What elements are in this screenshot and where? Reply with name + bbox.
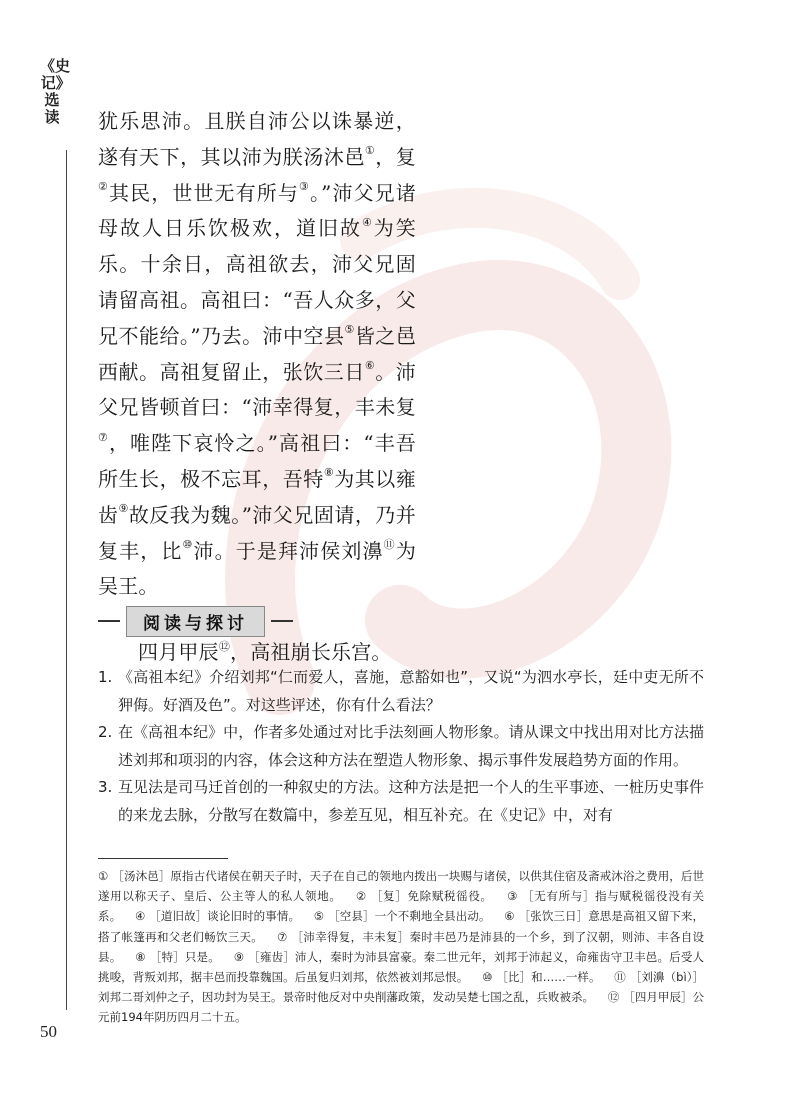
footnote-mark: ⑧ — [135, 949, 146, 964]
footnote-reference: ② — [98, 179, 109, 193]
footnote-text: ［沛幸得复，丰未复］秦时丰邑乃是沛县的一个乡，到了汉朝，则沛、丰各自设县。 — [98, 929, 705, 964]
section-heading-label: 阅读与探讨 — [126, 606, 265, 637]
footnote-mark: ① — [98, 869, 109, 883]
footnote-reference: ⑩ — [182, 537, 194, 551]
footnote-reference: ③ — [299, 179, 310, 193]
footnote-item — [314, 909, 491, 923]
footnote-item — [356, 889, 493, 903]
text-run: ，复 — [375, 144, 416, 169]
footnote-rule — [98, 858, 228, 859]
heading-left-dash — [98, 620, 120, 622]
footnote-text: ［比］和……一样。 — [496, 970, 601, 985]
text-run: 其民，世世无有所与 — [108, 180, 300, 205]
heading-right-dash — [271, 620, 293, 622]
running-title: 《史记》选读 — [40, 57, 71, 126]
footnote-text: ［四月甲辰］公元前194年阴历四月二十五。 — [98, 990, 705, 1025]
footnote-reference: ⑦ — [98, 430, 109, 444]
footnote-reference: ④ — [361, 215, 374, 229]
footnote-mark: ⑥ — [504, 909, 515, 924]
question-item — [98, 774, 704, 829]
footnote-reference: ① — [364, 144, 376, 158]
footnote-text: ［无有所与］指与赋税徭役没有关系。 — [98, 889, 705, 924]
text-run: ，唯陛下哀怜之。”高祖曰：“丰吾所生长，极不忘耳，吾特 — [98, 431, 417, 491]
footnotes — [98, 866, 704, 1028]
text-run: 犹乐思沛。且朕自沛公以诛暴逆，遂有天下，其以沛为朕汤沐邑 — [98, 109, 416, 169]
footnote-text: ［空县］一个不剩地全县出动。 — [328, 909, 491, 924]
sidebar-rule — [66, 150, 67, 1010]
footnote-mark: ⑫ — [607, 990, 620, 1005]
footnote-item — [135, 950, 220, 964]
text-run: 故反我为魏。”沛父兄固请，乃并复丰，比 — [98, 502, 416, 563]
question-number: 3. — [98, 778, 113, 796]
footnote-mark: ② — [355, 889, 367, 904]
footnote-text: ［张饮三日］意思是高祖又留下来，搭了帐篷再和父老们畅饮三天。 — [98, 909, 705, 944]
footnote-mark: ⑨ — [233, 949, 245, 964]
footnote-reference: ⑫ — [218, 639, 231, 653]
text-run: ，高祖崩长乐宫。 — [230, 640, 392, 665]
text-run: 。沛父兄皆顿首曰：“沛幸得复，丰未复 — [98, 359, 416, 420]
footnote-mark: ⑩ — [482, 970, 493, 985]
question-item — [98, 664, 704, 719]
question-list — [98, 664, 704, 829]
footnote-reference: ⑨ — [118, 502, 129, 516]
footnote-text: ［道旧故］谈论旧时的事情。 — [149, 909, 301, 924]
question-number: 2. — [98, 723, 113, 741]
footnote-text: ［复］免除赋税徭役。 — [370, 889, 493, 904]
question-number: 1. — [98, 668, 113, 686]
footnote-mark: ⑤ — [313, 909, 325, 924]
footnote-reference: ⑧ — [323, 466, 335, 480]
question-text: 互见法是司马迁首创的一种叙史的方法。这种方法是把一个人的生平事迹、一桩历史事件的来龙去脉，分散写在数篇中，参差互见，相互补充。在《史记》中，对有 — [118, 778, 704, 824]
text-run: 四月甲辰 — [138, 640, 219, 665]
footnote-mark: ④ — [134, 909, 146, 924]
footnote-text: ［雍齿］沛人，秦时为沛县富豪。秦二世元年，刘邦于沛起义，命雍齿守卫丰邑。后受人挑唆，背叛刘邦，据丰邑而投靠魏国。后虽复归刘邦，依然被刘邦忌恨。 — [98, 949, 705, 985]
text-run: 皆之邑西献。高祖复留止，张饮三日 — [98, 323, 416, 384]
footnote-item — [482, 970, 600, 984]
text-run: 为其以雍齿 — [98, 466, 416, 527]
footnote-reference: ⑥ — [364, 358, 376, 372]
main-paragraph-1 — [98, 104, 416, 605]
footnote-reference: ⑪ — [383, 537, 396, 551]
text-run: 。”沛父兄诸母故人日乐饮极欢，道旧故 — [98, 180, 416, 241]
footnote-text: ［特］只是。 — [149, 949, 220, 964]
question-text: 在《高祖本纪》中，作者多处通过对比手法刻画人物形象。请从课文中找出用对比方法描述刘邦和项羽的内容，体会这种方法在塑造人物形象、揭示事件发展趋势方面的作用。 — [118, 723, 704, 769]
text-run: 为笑乐。十余日，高祖欲去，沛父兄固请留高祖。高祖曰：“吾人众多，父兄不能给。”乃去。沛中空县 — [98, 216, 416, 348]
page-number: 50 — [40, 1022, 57, 1041]
footnote-text: ［刘濞（bì）］刘邦二哥刘仲之子，因功封为吴王。景帝时他反对中央削藩政策，发动吴楚七国之乱，兵败被杀。 — [98, 970, 705, 1005]
footnote-mark: ⑪ — [614, 970, 626, 985]
text-run: 沛。于是拜沛侯刘濞 — [193, 538, 384, 563]
text-run: 为吴王。 — [98, 538, 417, 599]
footnote-text: ［汤沐邑］原指古代诸侯在朝天子时，天子在自己的领地内拨出一块赐与诸侯，以供其住宿及斋戒沐浴之费用，后世遂用以称天子、皇后、公主等人的私人领地。 — [98, 869, 705, 904]
question-item — [98, 719, 704, 774]
footnote-reference: ⑤ — [344, 323, 355, 337]
question-text: 《高祖本纪》介绍刘邦“仁而爱人，喜施，意豁如也”，又说“为泗水亭长，廷中吏无所不狎侮。好酒及色”。对这些评述，你有什么看法？ — [118, 668, 704, 714]
footnote-mark: ③ — [507, 889, 519, 904]
main-text — [98, 104, 416, 671]
footnote-mark: ⑦ — [277, 929, 288, 944]
footnote-item — [135, 909, 300, 923]
section-heading — [98, 606, 338, 636]
